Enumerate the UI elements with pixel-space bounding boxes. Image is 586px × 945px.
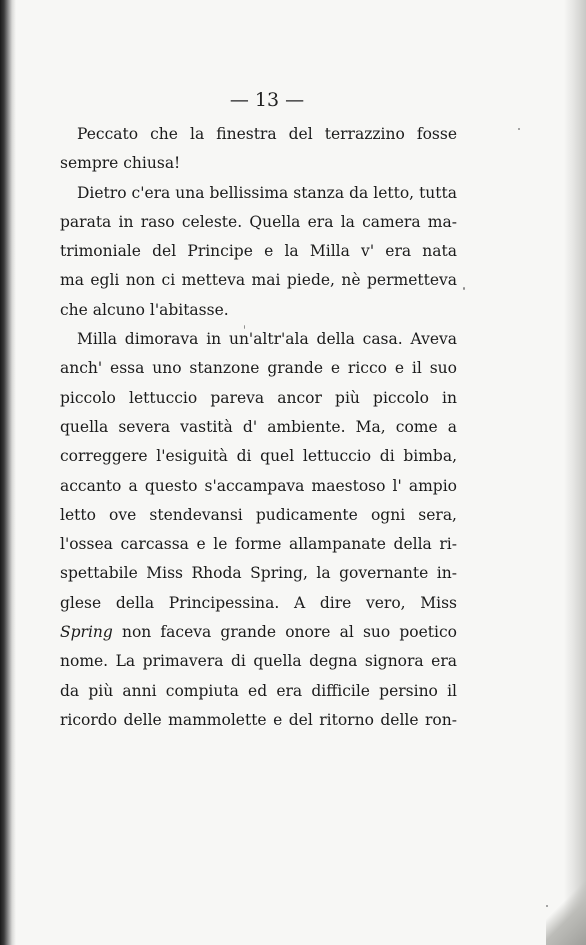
binding-shadow bbox=[0, 0, 16, 945]
text-line: correggere l'esiguità di quel lettuccio di bimba, bbox=[60, 447, 457, 466]
italic-name: Spring bbox=[60, 623, 113, 642]
text-line: spettabile Miss Rhoda Spring, la governante in- bbox=[60, 564, 457, 583]
text-line: parata in raso celeste. Quella era la camera ma- bbox=[60, 212, 457, 231]
text-line: ricordo delle mammolette e del ritorno delle ron- bbox=[60, 710, 457, 729]
page-number: — 13 — bbox=[229, 89, 305, 111]
text-line: Dietro c'era una bellissima stanza da letto, tutta bbox=[77, 183, 457, 202]
text-line: anch' essa uno stanzone grande e ricco e il suo bbox=[60, 359, 457, 378]
text-line: Milla dimorava in un'altr'ala della casa. Aveva bbox=[77, 330, 457, 349]
text-line: piccolo lettuccio pareva ancor più piccolo in bbox=[60, 388, 457, 407]
text-line: letto ove stendevansi pudicamente ogni sera, bbox=[60, 505, 457, 524]
text-line: sempre chiusa! bbox=[60, 154, 181, 173]
page-edge-shadow bbox=[564, 0, 586, 945]
scan-speck bbox=[546, 905, 548, 907]
text-line: accanto a questo s'accampava maestoso l' ampio bbox=[60, 476, 457, 495]
text-line: nome. La primavera di quella degna signora era bbox=[60, 652, 457, 671]
scan-speck bbox=[463, 287, 465, 290]
text-line: trimoniale del Principe e la Milla v' era nata bbox=[60, 242, 457, 261]
body-text bbox=[60, 120, 457, 735]
text-line: quella severa vastità d' ambiente. Ma, come a bbox=[60, 417, 457, 436]
text-run: non faceva grande onore al suo poetico bbox=[112, 623, 457, 642]
text-line: che alcuno l'abitasse. bbox=[60, 300, 229, 319]
text-line bbox=[60, 618, 457, 647]
text-line: glese della Principessina. A dire vero, Miss bbox=[60, 593, 457, 612]
text-line: Peccato che la finestra del terrazzino fosse bbox=[77, 125, 457, 143]
text-line: da più anni compiuta ed era difficile persino il bbox=[60, 681, 457, 700]
page-corner-wear bbox=[546, 875, 586, 945]
scan-speck bbox=[518, 128, 520, 130]
text-line: l'ossea carcassa e le forme allampanate della ri- bbox=[60, 535, 457, 554]
text-line: ma egli non ci metteva mai piede, nè permetteva bbox=[60, 271, 457, 290]
